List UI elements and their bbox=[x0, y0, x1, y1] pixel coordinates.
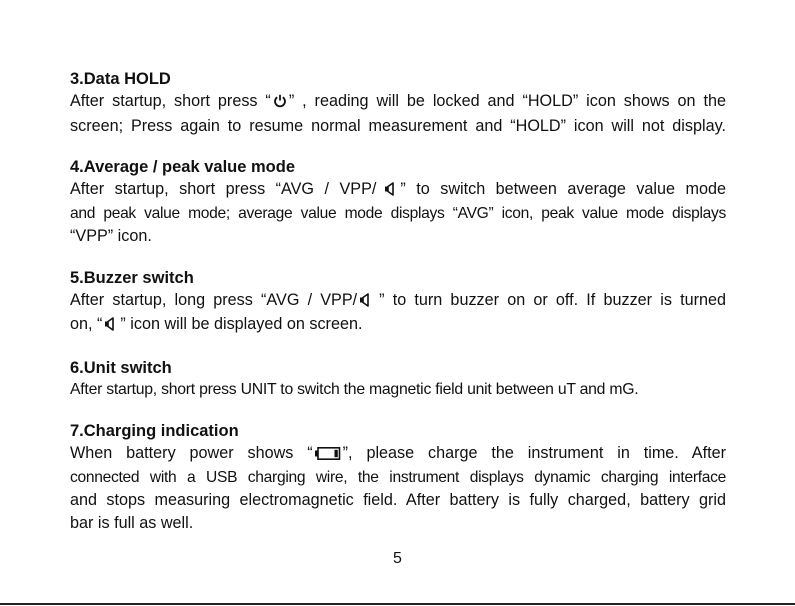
section-text-line bbox=[70, 90, 726, 115]
section-heading: 5.Buzzer switch bbox=[70, 268, 194, 287]
section-unit-switch bbox=[70, 357, 726, 402]
battery-low-icon bbox=[315, 444, 341, 467]
section-buzzer bbox=[70, 267, 726, 338]
section-text-line: bar is full as well. bbox=[70, 513, 194, 532]
text-run: ” to switch between average value mode bbox=[400, 180, 726, 198]
section-text-line: and peak value mode; average value mode displays “AVG” icon, peak value mode displays bbox=[70, 204, 726, 222]
section-text-line: screen; Press again to resume normal measurement and “HOLD” icon will not display. bbox=[70, 116, 726, 135]
section-average-peak bbox=[70, 156, 726, 248]
text-run: on, “ bbox=[70, 315, 103, 333]
section-text-line: connected with a USB charging wire, the instrument displays dynamic charging interface bbox=[70, 468, 726, 486]
speaker-icon bbox=[384, 180, 398, 203]
section-data-hold bbox=[70, 68, 726, 137]
text-run: After startup, long press “AVG / VPP/ bbox=[70, 290, 358, 309]
text-run: ” , reading will be locked and “HOLD” icon shows on the bbox=[288, 92, 726, 110]
manual-page bbox=[70, 68, 726, 553]
speaker-icon bbox=[359, 291, 373, 314]
section-heading: 3.Data HOLD bbox=[70, 70, 171, 88]
section-heading: 7.Charging indication bbox=[70, 422, 239, 440]
section-charging bbox=[70, 420, 726, 534]
section-heading: 4.Average / peak value mode bbox=[70, 158, 295, 176]
text-run: When battery power shows “ bbox=[70, 444, 313, 462]
text-run: After startup, short press “AVG / VPP/ bbox=[70, 180, 377, 198]
section-text-line: and stops measuring electromagnetic field. After battery is fully charged, battery grid bbox=[70, 491, 726, 509]
power-icon bbox=[273, 92, 287, 115]
text-run: ”, please charge the instrument in time. After bbox=[342, 444, 726, 462]
speaker-icon bbox=[104, 315, 118, 338]
page-number: 5 bbox=[393, 550, 402, 567]
text-run: ” icon will be displayed on screen. bbox=[120, 315, 363, 333]
section-heading: 6.Unit switch bbox=[70, 358, 172, 377]
section-text-line bbox=[70, 178, 726, 203]
section-text-line bbox=[70, 313, 726, 338]
section-text-line bbox=[70, 442, 726, 467]
text-run: ” to turn buzzer on or off. If buzzer is turned bbox=[379, 290, 726, 309]
bottom-rule bbox=[0, 603, 795, 605]
section-text-line: After startup, short press UNIT to switch the magnetic field unit between uT and mG. bbox=[70, 380, 639, 398]
text-run: After startup, short press “ bbox=[70, 92, 271, 110]
section-text-line bbox=[70, 289, 726, 314]
section-text-line: “VPP” icon. bbox=[70, 227, 152, 245]
